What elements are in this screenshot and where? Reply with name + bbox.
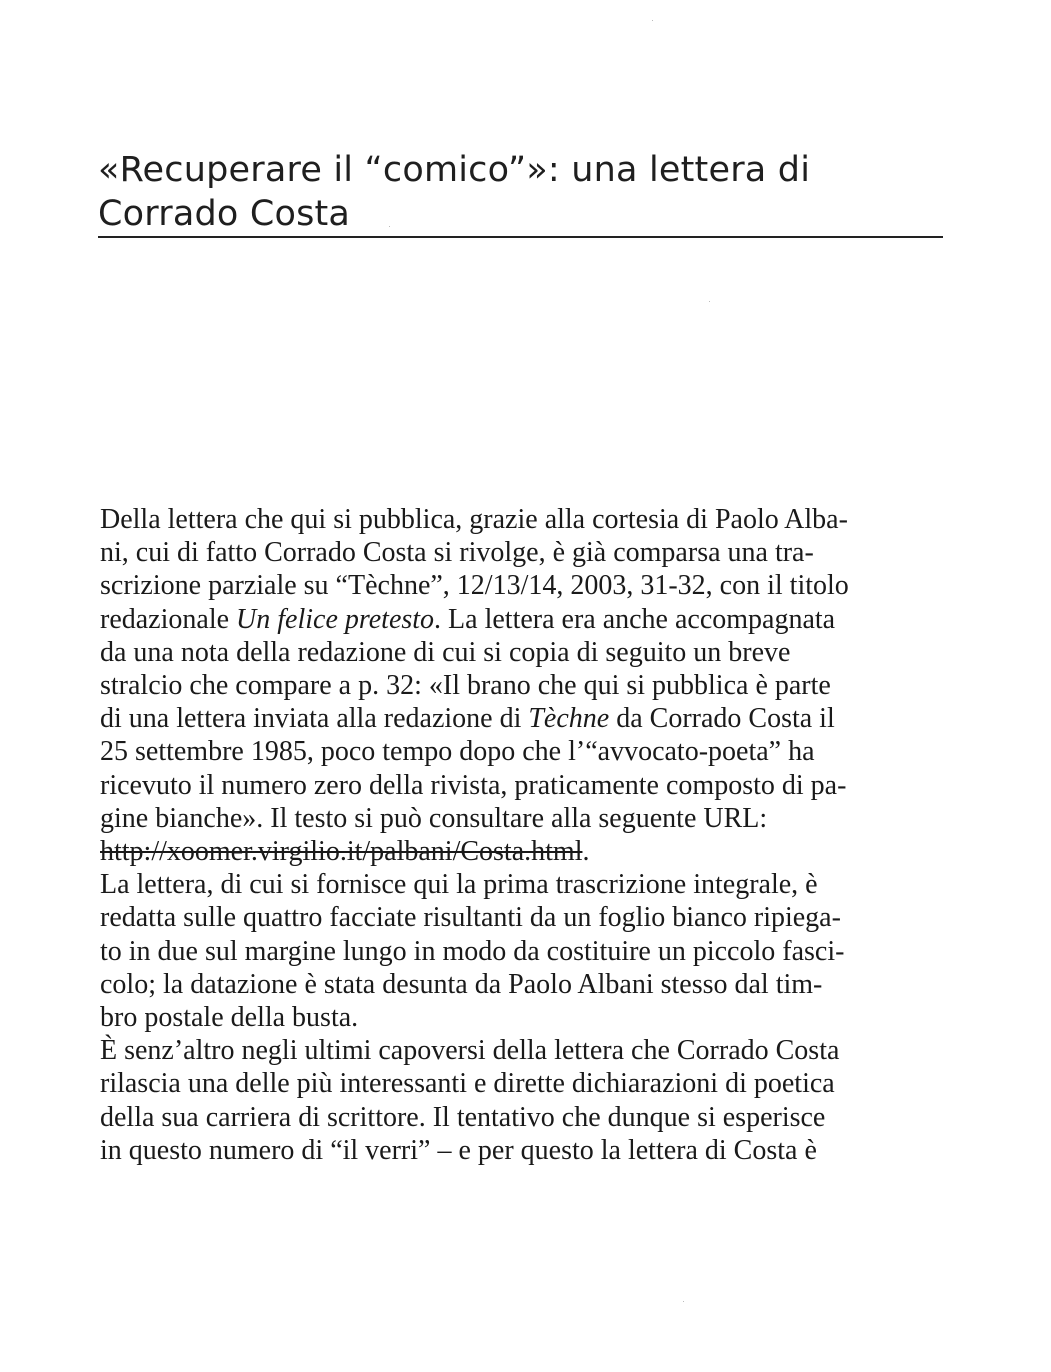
body-line: ricevuto il numero zero della rivista, praticamente composto di pa- <box>100 769 847 801</box>
struck-url: http://xoomer.virgilio.it/palbani/Costa.html <box>100 836 583 868</box>
body-line: rilascia una delle più interessanti e dirette dichiarazioni di poetica <box>100 1068 835 1100</box>
italic-title: Un felice pretesto <box>236 603 435 635</box>
body-line <box>100 603 950 636</box>
body-line: in questo numero di “il verri” – e per questo la lettera di Costa è <box>100 1134 817 1166</box>
body-text: da Corrado Costa il <box>609 703 835 735</box>
scan-speck <box>683 1301 684 1302</box>
article-title-line-2: Corrado Costa <box>98 194 351 234</box>
body-text: di una lettera inviata alla redazione di <box>100 703 529 735</box>
article-title <box>98 148 943 236</box>
article-title-line-1: «Recuperare il “comico”»: una lettera di <box>98 150 811 190</box>
body-line: della sua carriera di scrittore. Il tentativo che dunque si esperisce <box>100 1101 826 1133</box>
body-line <box>100 702 950 735</box>
body-line: da una nota della redazione di cui si copia di seguito un breve <box>100 636 791 668</box>
body-line <box>100 835 950 868</box>
body-line: to in due sul margine lungo in modo da costituire un piccolo fasci- <box>100 935 845 967</box>
body-line: La lettera, di cui si fornisce qui la prima trascrizione integrale, è <box>100 869 818 901</box>
body-line: redatta sulle quattro facciate risultanti da un foglio bianco ripiega- <box>100 902 841 934</box>
body-text: redazionale <box>100 603 237 635</box>
article-title-block <box>98 148 943 236</box>
body-line: gine bianche». Il testo si può consultare alla seguente URL: <box>100 802 768 834</box>
body-line: Della lettera che qui si pubblica, grazie alla cortesia di Paolo Alba- <box>100 504 848 535</box>
body-line: bro postale della busta. <box>100 1002 359 1034</box>
scan-speck <box>709 301 710 302</box>
body-line: È senz’altro negli ultimi capoversi della lettera che Corrado Costa <box>100 1035 840 1067</box>
body-line: colo; la datazione è stata desunta da Paolo Albani stesso dal tim- <box>100 968 823 1000</box>
title-underline-rule <box>98 236 943 238</box>
body-text: . La lettera era anche accompagnata <box>434 603 836 635</box>
italic-journal-name: Tèchne <box>528 703 610 735</box>
body-line: scrizione parziale su “Tèchne”, 12/13/14, 2003, 31-32, con il titolo <box>100 570 849 602</box>
scan-speck <box>389 226 390 227</box>
article-body <box>100 503 950 1167</box>
body-text: . <box>582 836 590 868</box>
body-line: stralcio che compare a p. 32: «Il brano che qui si pubblica è parte <box>100 670 831 702</box>
body-line: 25 settembre 1985, poco tempo dopo che l’“avvocato-poeta” ha <box>100 736 815 768</box>
scan-speck <box>652 20 653 21</box>
body-line: ni, cui di fatto Corrado Costa si rivolge, è già comparsa una tra- <box>100 537 814 569</box>
